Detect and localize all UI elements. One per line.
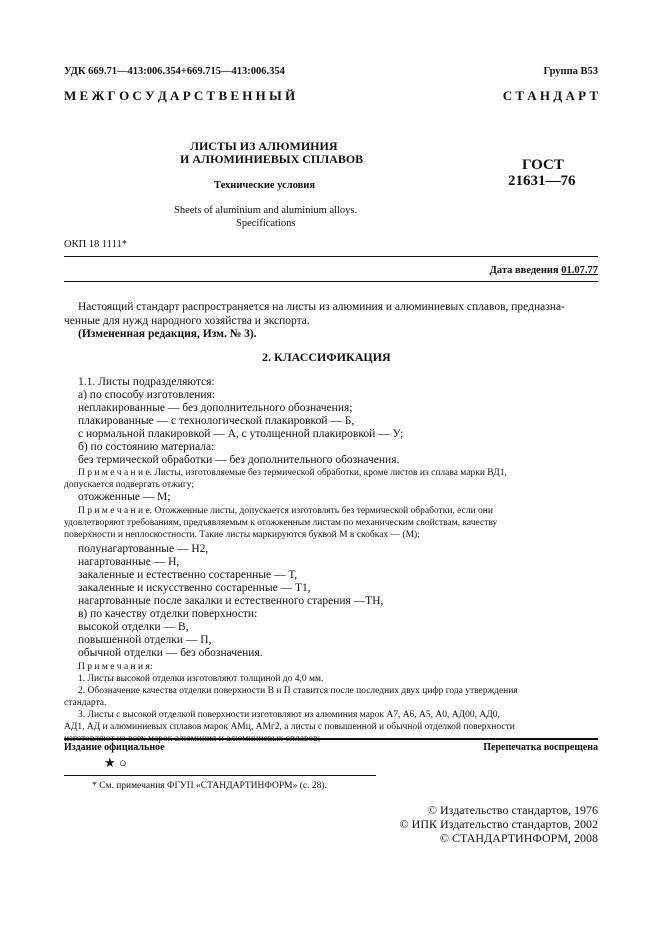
note-item-3: 3. Листы с высокой отделкой поверхности изготовляют из алюминия марок А7, А6, А5, А0, АД00, АД0, [78, 710, 500, 720]
cls-line-7: без термической обработки — без дополнительного обозначения. [78, 454, 400, 466]
standard-type-right: С Т А Н Д А Р Т [502, 88, 598, 103]
footer-divider [64, 738, 598, 740]
cls-line-15: высокой отделки — В, [78, 621, 189, 633]
cls-line-3: неплакированные — без дополнительного обозначения; [78, 402, 353, 414]
intro-date [490, 265, 598, 276]
section-title: 2. КЛАССИФИКАЦИЯ [262, 350, 391, 364]
intro-date-value: 01.07.77 [561, 265, 598, 276]
title-english-1: Sheets of aluminium and aluminium alloys. [174, 205, 358, 216]
edition-label: Издание официальное [64, 742, 165, 753]
footnote: * См. примечания ФГУП «СТАНДАРТИНФОРМ» (с. 28). [92, 781, 327, 791]
cls-line-5: с нормальной плакировкой — А, с утолщенной плакировкой — У; [78, 428, 404, 440]
cls-line-9: полунагартованные — Н2, [78, 543, 209, 555]
cls-line-4: плакированные — с технологической плакировкой — Б, [78, 415, 355, 427]
copyright-2: © ИПК Издательство стандартов, 2002 [399, 817, 598, 831]
reprint-label: Перепечатка воспрещена [483, 742, 598, 753]
standard-type-left: М Е Ж Г О С У Д А Р С Т В Е Н Н Ы Й [64, 88, 296, 103]
cls-line-8: отожженные — М; [78, 491, 171, 503]
note-item-2: 2. Обозначение качества отделки поверхности В и П ставится после последних двух цифр года утверждения [78, 686, 518, 696]
okp-code: ОКП 18 1111* [64, 239, 127, 250]
note-2 [78, 506, 493, 516]
top-divider [64, 256, 598, 257]
note-2-line-3: поверхности и неплоскостности. Такие листы маркируются буквой М в скобках — (М); [64, 530, 420, 540]
standard-type [64, 88, 598, 106]
intro-amendment: (Измененная редакция, Изм. № 3). [78, 328, 257, 340]
copyright-1: © Издательство стандартов, 1976 [427, 803, 598, 817]
edition-marks: ★ ○ [104, 755, 127, 770]
copyright-3: © СТАНДАРТИНФОРМ, 2008 [439, 831, 598, 845]
gost-label: ГОСТ [522, 157, 564, 173]
date-divider [64, 281, 598, 282]
intro-date-label: Дата введения [489, 265, 559, 276]
note-item-1: 1. Листы высокой отделки изготовляют толщиной до 4,0 мм. [78, 674, 324, 684]
cls-line-17: обычной отделки — без обозначения. [78, 647, 263, 659]
note-1-head: П р и м е ч а н и е. [78, 468, 153, 478]
cls-line-6: б) по состоянию материала: [78, 441, 215, 453]
note-2-head: П р и м е ч а н и е. [78, 506, 153, 516]
cls-line-13: нагартованные после закалки и естественного старения —ТН, [78, 595, 384, 607]
cls-line-1: 1.1. Листы подразделяются: [78, 376, 215, 388]
cls-line-10: нагартованные — Н, [78, 556, 180, 568]
cls-line-2: а) по способу изготовления: [78, 389, 216, 401]
note-item-3-cont-1: АД1, АД и алюминиевых сплавов марок АМц, АМг2, а листы с повышенной и обычной отделкой поверхности [64, 722, 515, 732]
cls-line-16: повышенной отделки — П, [78, 634, 212, 646]
gost-number: 21631—76 [508, 173, 576, 189]
note-1 [78, 468, 507, 478]
note-2-line-2: удовлетворяют требованиям, предъявляемым к отожженным листам по механическим свойствам, качеству [64, 518, 498, 528]
title-english-2: Specifications [236, 218, 296, 229]
udk-code: УДК 669.71—413:006.354+669.715—413:006.354 [64, 66, 285, 77]
title-line-1: ЛИСТЫ ИЗ АЛЮМИНИЯ [190, 139, 338, 153]
note-2-text: Отожженные листы, допускается изготовлять без термической обработки, если они [152, 506, 493, 516]
note-item-2-cont: стандарта. [64, 698, 107, 708]
title-subtitle: Технические условия [214, 180, 316, 191]
notes-heading: П р и м е ч а н и я: [78, 662, 153, 672]
cls-line-14: в) по качеству отделки поверхности: [78, 608, 258, 620]
group-code: Группа В53 [543, 66, 598, 77]
note-1-cont: допускается подвергать отжигу; [64, 480, 194, 490]
cls-line-12: закаленные и искусственно состаренные — Т1, [78, 582, 311, 594]
cls-line-11: закаленные и естественно состаренные — Т, [78, 569, 298, 581]
footnote-divider [64, 775, 376, 776]
intro-line-1: Настоящий стандарт распространяется на листы из алюминия и алюминиевых сплавов, предназна- [78, 301, 565, 313]
intro-line-2: ченные для нужд народного хозяйства и экспорта. [64, 315, 310, 327]
title-line-2: И АЛЮМИНИЕВЫХ СПЛАВОВ [180, 152, 364, 166]
note-1-text: Листы, изготовляемые без термической обработки, кроме листов из сплава марки ВД1, [152, 468, 507, 478]
